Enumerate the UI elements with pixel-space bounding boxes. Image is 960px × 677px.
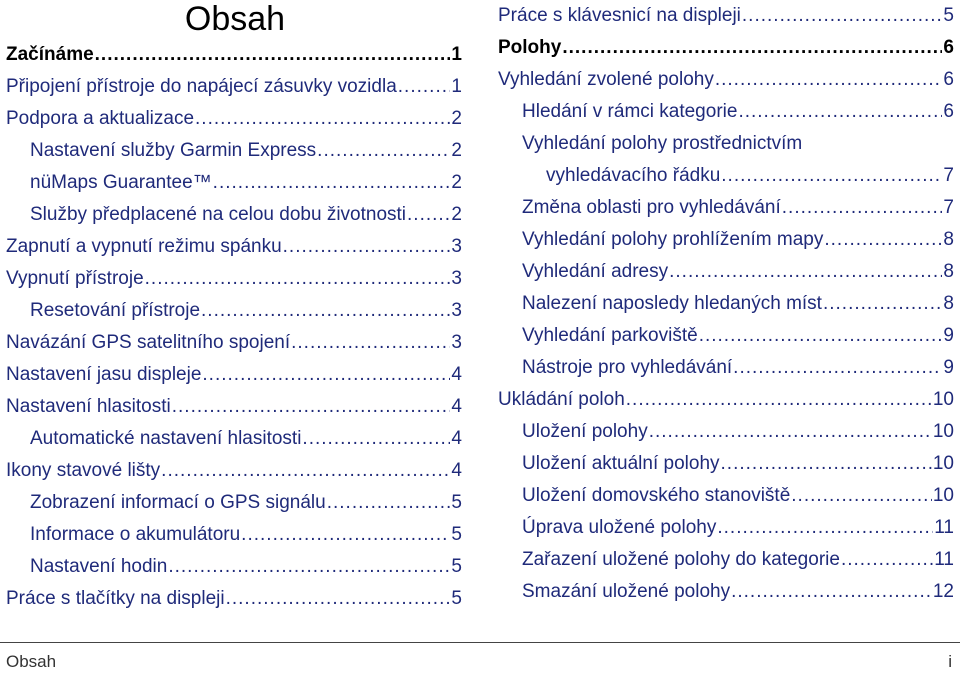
toc-entry[interactable] [6, 263, 462, 295]
toc-entry-title: Vyhledání polohy prostřednictvím [522, 133, 803, 154]
toc-page-number: 3 [451, 236, 462, 257]
toc-entry-title: Ikony stavové lišty [6, 460, 161, 481]
toc-leader-dots [562, 32, 942, 64]
toc-leader-dots [721, 160, 942, 192]
toc-entry-title: Připojení přístroje do napájecí zásuvky vozidla [6, 76, 397, 97]
toc-entry[interactable] [498, 544, 954, 576]
toc-leader-dots [226, 583, 451, 615]
toc-entry[interactable] [498, 0, 954, 32]
toc-page-number: 10 [932, 421, 954, 442]
toc-entry[interactable] [6, 39, 462, 71]
toc-entry[interactable] [6, 327, 462, 359]
toc-right-column [498, 0, 954, 608]
toc-page-number: 10 [932, 453, 954, 474]
toc-page-number: 9 [943, 325, 954, 346]
toc-entry[interactable] [6, 71, 462, 103]
toc-page-number: 5 [451, 524, 462, 545]
toc-entry-title: Nastavení služby Garmin Express [30, 140, 317, 161]
footer-section-label: Obsah [6, 652, 57, 671]
toc-page-number: 2 [451, 204, 462, 225]
toc-page-number: 11 [934, 549, 954, 570]
toc-entry-title: Navázání GPS satelitního spojení [6, 332, 291, 353]
toc-entry-title: Informace o akumulátoru [30, 524, 241, 545]
toc-leader-dots [195, 103, 450, 135]
toc-leader-dots [202, 359, 450, 391]
toc-leader-dots [317, 135, 450, 167]
toc-entry-title: Nastavení hodin [30, 556, 168, 577]
toc-page-number: 8 [943, 229, 954, 250]
toc-page-number: 2 [451, 172, 462, 193]
toc-leader-dots [649, 416, 932, 448]
toc-leader-dots [161, 455, 450, 487]
toc-entry-title-continuation: vyhledávacího řádku [546, 165, 721, 186]
toc-entry[interactable] [6, 455, 462, 487]
toc-page-number: 8 [943, 261, 954, 282]
toc-entry-title: Zobrazení informací o GPS signálu [30, 492, 326, 513]
toc-page-number: 3 [451, 268, 462, 289]
toc-entry-title: Vyhledání parkoviště [522, 325, 698, 346]
toc-entry[interactable] [6, 167, 462, 199]
toc-page-number: 5 [451, 588, 462, 609]
toc-leader-dots [291, 327, 450, 359]
toc-page-number: 6 [943, 101, 954, 122]
toc-entry[interactable] [498, 192, 954, 224]
toc-entry[interactable] [498, 224, 954, 256]
toc-entry[interactable] [6, 103, 462, 135]
toc-leader-dots [717, 512, 933, 544]
toc-leader-dots [823, 288, 942, 320]
toc-leader-dots [283, 231, 451, 263]
toc-entry-title: Vyhledání polohy prohlížením mapy [522, 229, 824, 250]
toc-leader-dots [733, 352, 942, 384]
toc-entry-title: Nastavení jasu displeje [6, 364, 202, 385]
toc-entry[interactable] [498, 384, 954, 416]
toc-entry-title: Služby předplacené na celou dobu životnosti [30, 204, 407, 225]
toc-entry[interactable] [498, 352, 954, 384]
toc-entry[interactable] [6, 295, 462, 327]
toc-entry-title: Práce s tlačítky na displeji [6, 588, 225, 609]
toc-leader-dots [168, 551, 450, 583]
toc-entry-title: Zapnutí a vypnutí režimu spánku [6, 236, 282, 257]
toc-page-number: 2 [451, 140, 462, 161]
toc-leader-dots [715, 64, 943, 96]
toc-leader-dots [201, 295, 450, 327]
toc-page-number: 9 [943, 357, 954, 378]
footer-page-number: i [948, 652, 952, 671]
toc-entry[interactable] [6, 135, 462, 167]
toc-leader-dots [398, 71, 451, 103]
toc-leader-dots [669, 256, 942, 288]
toc-entry[interactable] [6, 583, 462, 615]
toc-entry[interactable] [498, 416, 954, 448]
toc-leader-dots [145, 263, 451, 295]
toc-page-number: 2 [451, 108, 462, 129]
toc-leader-dots [738, 96, 942, 128]
toc-entry-title: Změna oblasti pro vyhledávání [522, 197, 781, 218]
toc-leader-dots [407, 199, 450, 231]
toc-entry[interactable] [6, 391, 462, 423]
toc-entry[interactable] [6, 551, 462, 583]
toc-entry-title: Uložení domovského stanoviště [522, 485, 791, 506]
toc-entry-title: Polohy [498, 37, 562, 58]
toc-page-number: 7 [943, 197, 954, 218]
toc-entry-title: Zařazení uložené polohy do kategorie [522, 549, 840, 570]
toc-leader-dots [626, 384, 932, 416]
toc-left-column [6, 39, 462, 615]
toc-entry-title: Nastavení hlasitosti [6, 396, 171, 417]
toc-page-number: 11 [934, 517, 954, 538]
toc-entry[interactable] [498, 288, 954, 320]
toc-entry[interactable] [498, 320, 954, 352]
toc-entry-title: Uložení polohy [522, 421, 648, 442]
toc-entry-title: Vypnutí přístroje [6, 268, 144, 289]
toc-entry-title: Vyhledání zvolené polohy [498, 69, 714, 90]
toc-leader-dots [172, 391, 451, 423]
toc-page-number: 1 [451, 44, 462, 65]
toc-entry-title: Začínáme [6, 44, 94, 65]
toc-entry[interactable] [498, 480, 954, 512]
toc-leader-dots [841, 544, 933, 576]
toc-page-number: 12 [932, 581, 954, 602]
toc-page-number: 10 [932, 485, 954, 506]
toc-leader-dots [824, 224, 942, 256]
toc-page-number: 10 [932, 389, 954, 410]
toc-entry[interactable] [498, 576, 954, 608]
toc-entry-title: Práce s klávesnicí na displeji [498, 5, 741, 26]
toc-page-number: 8 [943, 293, 954, 314]
toc-page-number: 6 [943, 69, 954, 90]
toc-entry[interactable] [6, 423, 462, 455]
toc-entry[interactable] [6, 487, 462, 519]
toc-page-number: 4 [451, 428, 462, 449]
toc-entry[interactable] [498, 256, 954, 288]
toc-entry[interactable] [498, 448, 954, 480]
toc-entry-continuation[interactable] [498, 160, 954, 192]
toc-entry[interactable] [498, 32, 954, 64]
toc-page-number: 3 [451, 300, 462, 321]
toc-leader-dots [782, 192, 943, 224]
toc-entry-title: Smazání uložené polohy [522, 581, 731, 602]
toc-entry-title: Úprava uložené polohy [522, 517, 717, 538]
toc-page-number: 5 [943, 5, 954, 26]
toc-leader-dots [699, 320, 943, 352]
toc-entry-title: Vyhledání adresy [522, 261, 669, 282]
toc-page-number: 3 [451, 332, 462, 353]
toc-entry-title: nüMaps Guarantee™ [30, 172, 212, 193]
toc-entry[interactable] [498, 512, 954, 544]
toc-leader-dots [791, 480, 932, 512]
toc-leader-dots [742, 0, 943, 32]
toc-page-number: 7 [943, 165, 954, 186]
toc-leader-dots [721, 448, 932, 480]
toc-entry[interactable] [6, 359, 462, 391]
toc-page-number: 4 [451, 364, 462, 385]
toc-entry[interactable] [498, 96, 954, 128]
toc-page-number: 1 [451, 76, 462, 97]
toc-page-number: 4 [451, 460, 462, 481]
toc-page-number: 5 [451, 556, 462, 577]
toc-leader-dots [213, 167, 451, 199]
toc-entry-title: Nalezení naposledy hledaných míst [522, 293, 822, 314]
page-title: Obsah [184, 0, 286, 38]
toc-entry-title: Resetování přístroje [30, 300, 201, 321]
toc-leader-dots [95, 39, 451, 71]
toc-page-number: 6 [943, 37, 954, 58]
toc-leader-dots [731, 576, 932, 608]
toc-entry-title: Ukládání poloh [498, 389, 625, 410]
toc-leader-dots [302, 423, 450, 455]
toc-entry-title: Uložení aktuální polohy [522, 453, 720, 474]
toc-page-number: 5 [451, 492, 462, 513]
toc-leader-dots [241, 519, 450, 551]
toc-entry[interactable] [6, 199, 462, 231]
toc-entry[interactable] [498, 128, 954, 160]
toc-entry-title: Hledání v rámci kategorie [522, 101, 738, 122]
toc-entry[interactable] [498, 64, 954, 96]
toc-entry-title: Podpora a aktualizace [6, 108, 195, 129]
toc-entry-title: Nástroje pro vyhledávání [522, 357, 733, 378]
toc-entry[interactable] [6, 231, 462, 263]
footer-rule [0, 642, 960, 643]
toc-entry[interactable] [6, 519, 462, 551]
toc-page-number: 4 [451, 396, 462, 417]
toc-leader-dots [327, 487, 451, 519]
toc-entry-title: Automatické nastavení hlasitosti [30, 428, 302, 449]
